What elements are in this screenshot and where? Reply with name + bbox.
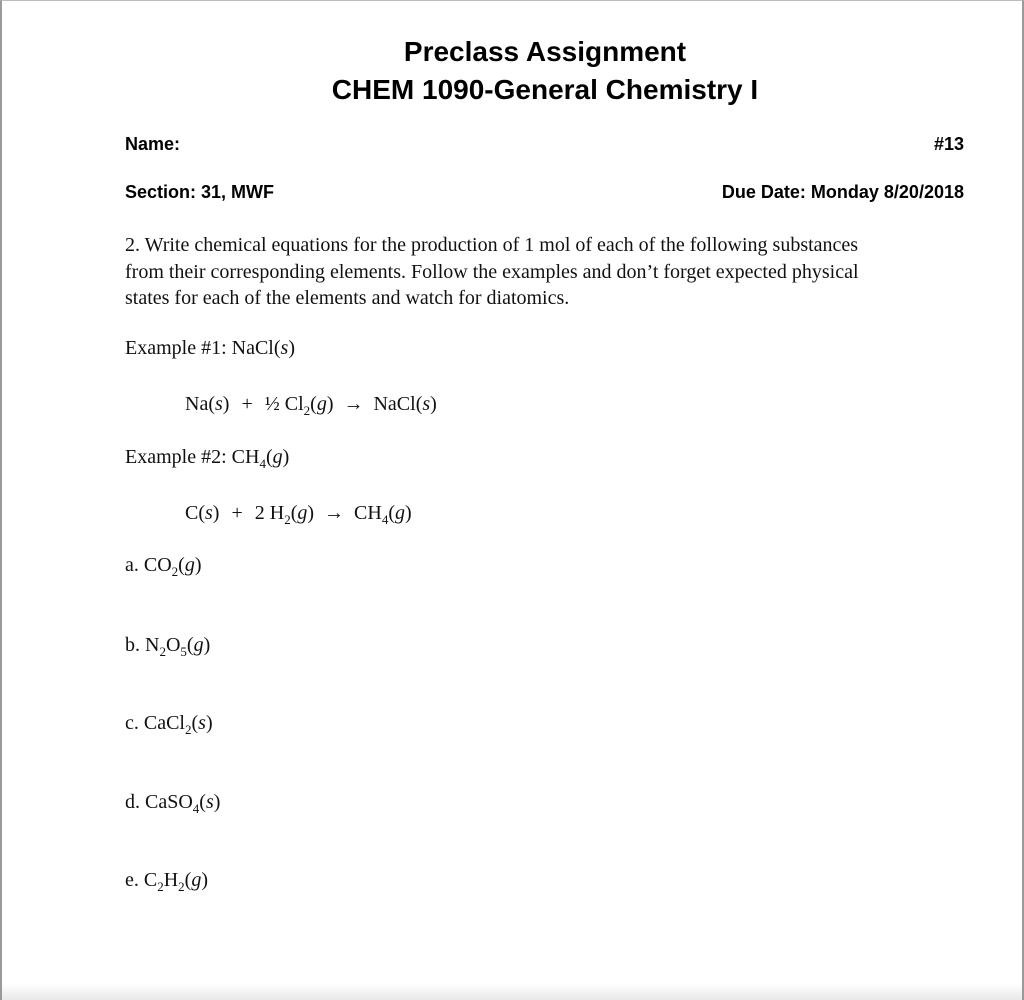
example-1-label: Example #1: NaCl(s) [125,337,295,359]
reaction-arrow: → [324,502,345,524]
example-1-equation: Na(s) + ½ $Cl_2(g)$ → NaCl(s) [185,393,437,418]
item-e: e. $C_2H_2(g)$ [125,869,209,894]
reaction-arrow: → [343,393,364,415]
item-a: a. $CO_2(g)$ [125,554,202,579]
assignment-number: #13 [933,134,964,154]
course-title: CHEM 1090-General Chemistry I [331,74,759,105]
question-line-2: from their corresponding elements. Follow the examples and don’t forget expected physical [125,260,859,283]
question-line-1: 2. Write chemical equations for the production of 1 mol of each of the following substances [125,234,859,256]
due-date: Due Date: Monday 8/20/2018 [721,182,964,202]
question-text [125,232,985,312]
example-2-label: Example #2: $CH_4(g)$ [125,446,290,471]
item-d: d. CaSO$_4$(s) [125,791,221,816]
page-title: Preclass Assignment [403,36,687,67]
item-b: b. $N_2O_5(g)$ [125,634,211,659]
name-label: Name: [125,134,181,154]
page-bottom-edge [2,984,1022,1000]
item-c: c. CaCl$_2$(s) [125,712,213,737]
section-label: Section: 31, MWF [125,182,275,202]
question-line-3: states for each of the elements and watch for diatomics. [125,287,570,309]
example-2-equation: C(s) + 2 $H_2(g) \to CH_4(g)$ [185,502,412,527]
